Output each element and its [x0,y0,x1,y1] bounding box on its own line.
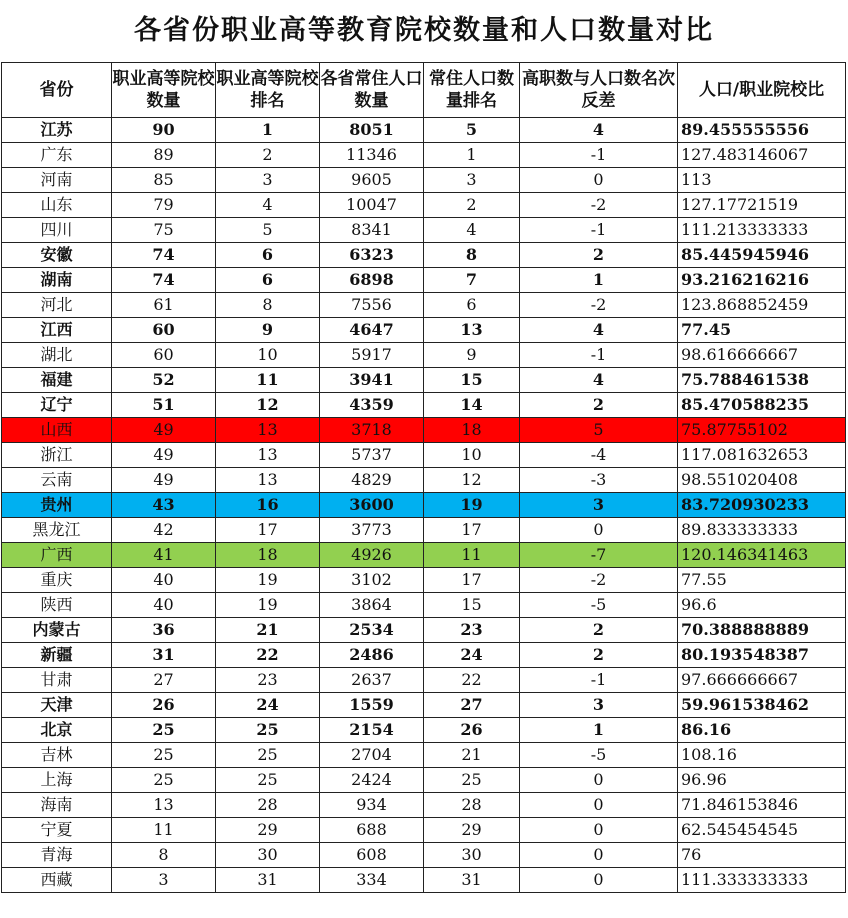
rank-gap-cell: -1 [520,668,678,693]
population-cell: 7556 [320,293,424,318]
ratio-cell: 89.455555556 [678,118,846,143]
table-row [2,593,846,618]
ratio-cell: 86.16 [678,718,846,743]
college-rank-cell: 4 [216,193,320,218]
college-count-cell: 75 [112,218,216,243]
population-cell: 4829 [320,468,424,493]
college-rank-cell: 13 [216,443,320,468]
table-row [2,643,846,668]
table-row [2,193,846,218]
population-rank-cell: 15 [424,593,520,618]
college-count-cell: 41 [112,543,216,568]
rank-gap-cell: -2 [520,568,678,593]
college-rank-cell: 2 [216,143,320,168]
rank-gap-cell: 4 [520,318,678,343]
population-rank-cell: 4 [424,218,520,243]
ratio-cell: 71.846153846 [678,793,846,818]
population-cell: 9605 [320,168,424,193]
population-rank-cell: 21 [424,743,520,768]
ratio-cell: 113 [678,168,846,193]
population-cell: 2534 [320,618,424,643]
college-count-cell: 3 [112,868,216,893]
header-cell: 高职数与人口数名次反差 [520,63,678,118]
population-rank-cell: 22 [424,668,520,693]
population-cell: 1559 [320,693,424,718]
table-row [2,618,846,643]
province-cell: 安徽 [2,243,112,268]
ratio-cell: 123.868852459 [678,293,846,318]
population-cell: 4359 [320,393,424,418]
header-cell: 省份 [2,63,112,118]
rank-gap-cell: -1 [520,218,678,243]
population-rank-cell: 15 [424,368,520,393]
college-count-cell: 43 [112,493,216,518]
college-rank-cell: 30 [216,843,320,868]
rank-gap-cell: 1 [520,718,678,743]
population-cell: 3600 [320,493,424,518]
college-rank-cell: 18 [216,543,320,568]
table-row [2,443,846,468]
population-cell: 334 [320,868,424,893]
ratio-cell: 89.833333333 [678,518,846,543]
rank-gap-cell: -1 [520,143,678,168]
province-cell: 山西 [2,418,112,443]
table-row [2,568,846,593]
table-row [2,343,846,368]
college-rank-cell: 25 [216,743,320,768]
ratio-cell: 127.17721519 [678,193,846,218]
province-cell: 河南 [2,168,112,193]
college-count-cell: 49 [112,468,216,493]
rank-gap-cell: 0 [520,843,678,868]
college-count-cell: 42 [112,518,216,543]
province-cell: 浙江 [2,443,112,468]
province-cell: 山东 [2,193,112,218]
province-cell: 新疆 [2,643,112,668]
rank-gap-cell: 2 [520,618,678,643]
province-cell: 青海 [2,843,112,868]
header-cell: 常住人口数量排名 [424,63,520,118]
table-row [2,118,846,143]
ratio-cell: 80.193548387 [678,643,846,668]
rank-gap-cell: 1 [520,268,678,293]
population-cell: 5917 [320,343,424,368]
province-cell: 四川 [2,218,112,243]
college-rank-cell: 8 [216,293,320,318]
population-rank-cell: 9 [424,343,520,368]
college-rank-cell: 9 [216,318,320,343]
population-rank-cell: 3 [424,168,520,193]
population-cell: 3718 [320,418,424,443]
table-row [2,468,846,493]
population-rank-cell: 5 [424,118,520,143]
province-cell: 天津 [2,693,112,718]
population-rank-cell: 24 [424,643,520,668]
college-rank-cell: 13 [216,418,320,443]
province-cell: 黑龙江 [2,518,112,543]
ratio-cell: 77.45 [678,318,846,343]
header-cell: 职业高等院校数量 [112,63,216,118]
table-row [2,843,846,868]
rank-gap-cell: -4 [520,443,678,468]
table-row [2,418,846,443]
population-cell: 934 [320,793,424,818]
college-count-cell: 89 [112,143,216,168]
table-row [2,293,846,318]
rank-gap-cell: 3 [520,493,678,518]
college-count-cell: 49 [112,443,216,468]
college-count-cell: 40 [112,593,216,618]
ratio-cell: 75.788461538 [678,368,846,393]
population-rank-cell: 13 [424,318,520,343]
population-rank-cell: 2 [424,193,520,218]
population-cell: 2704 [320,743,424,768]
college-rank-cell: 13 [216,468,320,493]
population-cell: 688 [320,818,424,843]
college-rank-cell: 24 [216,693,320,718]
ratio-cell: 85.470588235 [678,393,846,418]
college-rank-cell: 6 [216,268,320,293]
population-cell: 4926 [320,543,424,568]
college-rank-cell: 22 [216,643,320,668]
college-rank-cell: 31 [216,868,320,893]
college-count-cell: 8 [112,843,216,868]
rank-gap-cell: -2 [520,293,678,318]
ratio-cell: 70.388888889 [678,618,846,643]
college-count-cell: 60 [112,343,216,368]
population-rank-cell: 30 [424,843,520,868]
table-row [2,543,846,568]
rank-gap-cell: -3 [520,468,678,493]
ratio-cell: 59.961538462 [678,693,846,718]
population-cell: 10047 [320,193,424,218]
college-rank-cell: 25 [216,718,320,743]
population-rank-cell: 1 [424,143,520,168]
table-row [2,693,846,718]
ratio-cell: 98.551020408 [678,468,846,493]
college-count-cell: 51 [112,393,216,418]
ratio-cell: 93.216216216 [678,268,846,293]
province-cell: 江西 [2,318,112,343]
rank-gap-cell: 0 [520,168,678,193]
college-count-cell: 13 [112,793,216,818]
college-count-cell: 49 [112,418,216,443]
ratio-cell: 97.666666667 [678,668,846,693]
province-cell: 湖南 [2,268,112,293]
ratio-cell: 96.96 [678,768,846,793]
population-cell: 2637 [320,668,424,693]
rank-gap-cell: 2 [520,393,678,418]
population-cell: 8051 [320,118,424,143]
province-cell: 西藏 [2,868,112,893]
population-rank-cell: 10 [424,443,520,468]
college-count-cell: 25 [112,768,216,793]
population-rank-cell: 26 [424,718,520,743]
population-rank-cell: 6 [424,293,520,318]
header-cell: 人口/职业院校比 [678,63,846,118]
college-rank-cell: 29 [216,818,320,843]
header-cell: 各省常住人口数量 [320,63,424,118]
table-row [2,318,846,343]
rank-gap-cell: 5 [520,418,678,443]
college-count-cell: 90 [112,118,216,143]
population-rank-cell: 17 [424,568,520,593]
population-cell: 5737 [320,443,424,468]
college-count-cell: 74 [112,243,216,268]
rank-gap-cell: 4 [520,368,678,393]
population-cell: 2424 [320,768,424,793]
population-cell: 3941 [320,368,424,393]
college-rank-cell: 11 [216,368,320,393]
rank-gap-cell: -5 [520,593,678,618]
table-row [2,493,846,518]
table-row [2,818,846,843]
table-row [2,168,846,193]
population-cell: 3773 [320,518,424,543]
college-count-cell: 31 [112,643,216,668]
rank-gap-cell: -1 [520,343,678,368]
province-cell: 广东 [2,143,112,168]
population-rank-cell: 29 [424,818,520,843]
ratio-cell: 111.333333333 [678,868,846,893]
province-cell: 吉林 [2,743,112,768]
population-rank-cell: 25 [424,768,520,793]
college-rank-cell: 1 [216,118,320,143]
college-rank-cell: 19 [216,568,320,593]
population-cell: 8341 [320,218,424,243]
table-body [2,118,846,893]
population-cell: 4647 [320,318,424,343]
ratio-cell: 120.146341463 [678,543,846,568]
table-row [2,718,846,743]
rank-gap-cell: 3 [520,693,678,718]
college-count-cell: 27 [112,668,216,693]
college-count-cell: 85 [112,168,216,193]
ratio-cell: 96.6 [678,593,846,618]
province-cell: 贵州 [2,493,112,518]
college-rank-cell: 19 [216,593,320,618]
table-row [2,743,846,768]
province-cell: 福建 [2,368,112,393]
population-rank-cell: 11 [424,543,520,568]
college-count-cell: 36 [112,618,216,643]
ratio-cell: 77.55 [678,568,846,593]
population-rank-cell: 18 [424,418,520,443]
college-rank-cell: 23 [216,668,320,693]
table-row [2,268,846,293]
college-rank-cell: 21 [216,618,320,643]
college-count-cell: 26 [112,693,216,718]
table-row [2,518,846,543]
header-cell: 职业高等院校排名 [216,63,320,118]
population-rank-cell: 8 [424,243,520,268]
rank-gap-cell: -2 [520,193,678,218]
ratio-cell: 117.081632653 [678,443,846,468]
college-rank-cell: 16 [216,493,320,518]
province-cell: 广西 [2,543,112,568]
province-cell: 北京 [2,718,112,743]
college-count-cell: 40 [112,568,216,593]
college-count-cell: 11 [112,818,216,843]
population-cell: 608 [320,843,424,868]
province-cell: 海南 [2,793,112,818]
ratio-cell: 127.483146067 [678,143,846,168]
college-rank-cell: 25 [216,768,320,793]
table-row [2,393,846,418]
college-count-cell: 74 [112,268,216,293]
table-row [2,368,846,393]
college-count-cell: 79 [112,193,216,218]
population-cell: 3864 [320,593,424,618]
comparison-table [1,62,846,893]
table-row [2,793,846,818]
province-cell: 江苏 [2,118,112,143]
rank-gap-cell: 2 [520,243,678,268]
header-row [2,63,846,118]
rank-gap-cell: 0 [520,818,678,843]
rank-gap-cell: 0 [520,793,678,818]
ratio-cell: 98.616666667 [678,343,846,368]
population-cell: 2154 [320,718,424,743]
province-cell: 上海 [2,768,112,793]
rank-gap-cell: 0 [520,518,678,543]
population-rank-cell: 14 [424,393,520,418]
province-cell: 河北 [2,293,112,318]
rank-gap-cell: 0 [520,868,678,893]
rank-gap-cell: 0 [520,768,678,793]
rank-gap-cell: -7 [520,543,678,568]
college-rank-cell: 10 [216,343,320,368]
population-rank-cell: 31 [424,868,520,893]
table-row [2,768,846,793]
population-cell: 2486 [320,643,424,668]
population-rank-cell: 27 [424,693,520,718]
ratio-cell: 83.720930233 [678,493,846,518]
table-row [2,868,846,893]
table-row [2,243,846,268]
college-count-cell: 60 [112,318,216,343]
ratio-cell: 62.545454545 [678,818,846,843]
population-cell: 6323 [320,243,424,268]
college-rank-cell: 17 [216,518,320,543]
ratio-cell: 108.16 [678,743,846,768]
province-cell: 内蒙古 [2,618,112,643]
page-title: 各省份职业高等教育院校数量和人口数量对比 [134,15,714,46]
college-rank-cell: 3 [216,168,320,193]
province-cell: 湖北 [2,343,112,368]
college-count-cell: 25 [112,743,216,768]
college-rank-cell: 12 [216,393,320,418]
rank-gap-cell: 4 [520,118,678,143]
college-count-cell: 52 [112,368,216,393]
college-count-cell: 25 [112,718,216,743]
table-row [2,143,846,168]
province-cell: 重庆 [2,568,112,593]
population-rank-cell: 12 [424,468,520,493]
population-cell: 3102 [320,568,424,593]
college-count-cell: 61 [112,293,216,318]
population-rank-cell: 17 [424,518,520,543]
table-row [2,668,846,693]
province-cell: 辽宁 [2,393,112,418]
province-cell: 云南 [2,468,112,493]
province-cell: 甘肃 [2,668,112,693]
college-rank-cell: 5 [216,218,320,243]
population-rank-cell: 7 [424,268,520,293]
population-rank-cell: 19 [424,493,520,518]
rank-gap-cell: -5 [520,743,678,768]
ratio-cell: 75.87755102 [678,418,846,443]
college-rank-cell: 28 [216,793,320,818]
population-cell: 6898 [320,268,424,293]
college-rank-cell: 6 [216,243,320,268]
province-cell: 宁夏 [2,818,112,843]
population-rank-cell: 28 [424,793,520,818]
table-row [2,218,846,243]
ratio-cell: 76 [678,843,846,868]
population-cell: 11346 [320,143,424,168]
rank-gap-cell: 2 [520,643,678,668]
ratio-cell: 111.213333333 [678,218,846,243]
ratio-cell: 85.445945946 [678,243,846,268]
population-rank-cell: 23 [424,618,520,643]
province-cell: 陕西 [2,593,112,618]
